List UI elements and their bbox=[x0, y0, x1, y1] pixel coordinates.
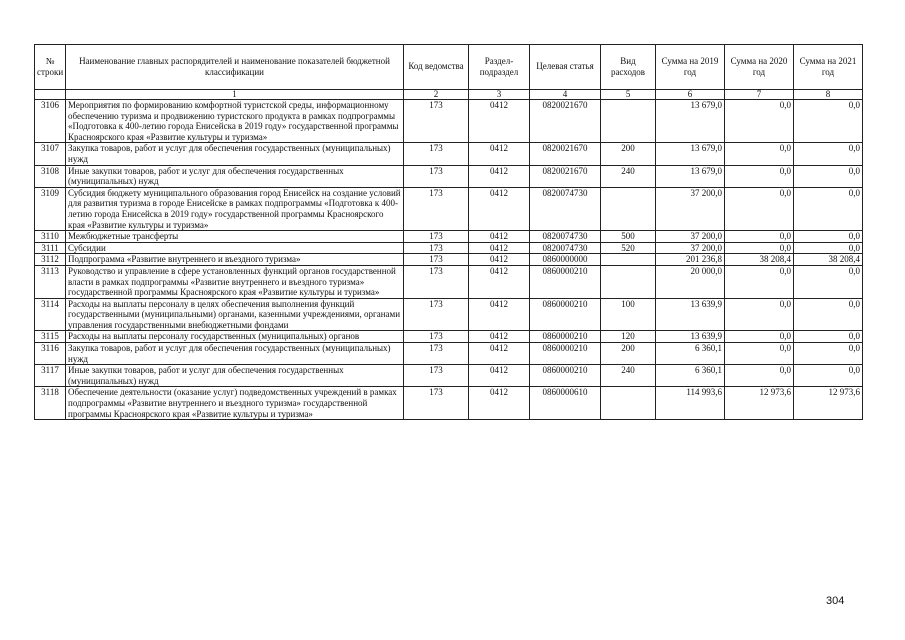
row-number: 3114 bbox=[35, 298, 66, 331]
table-row bbox=[35, 187, 863, 230]
row-number: 3106 bbox=[35, 100, 66, 143]
row-section: 0412 bbox=[469, 254, 530, 266]
header-exp-type: Вид расходов bbox=[601, 45, 656, 90]
row-sum-2019: 201 236,8 bbox=[656, 254, 725, 266]
row-sum-2021: 0,0 bbox=[794, 187, 863, 230]
row-number: 3108 bbox=[35, 165, 66, 187]
row-name: Мероприятия по формированию комфортной туристской среды, информационному обеспечению туризма и продвижению туристского продукта в рамках подпрограммы «Подготовка к 400-летию города Енисейска в 2019 году» государственной программы Красноярского края «Развитие культуры и туризма» bbox=[66, 100, 404, 143]
row-section: 0412 bbox=[469, 331, 530, 343]
table-row bbox=[35, 365, 863, 387]
row-exp-type: 500 bbox=[601, 231, 656, 243]
row-section: 0412 bbox=[469, 231, 530, 243]
row-target: 0860000210 bbox=[530, 343, 601, 365]
column-number: 5 bbox=[601, 90, 656, 100]
row-sum-2020: 0,0 bbox=[725, 365, 794, 387]
row-exp-type: 100 bbox=[601, 298, 656, 331]
row-number: 3110 bbox=[35, 231, 66, 243]
row-dept-code: 173 bbox=[404, 365, 469, 387]
row-sum-2020: 0,0 bbox=[725, 100, 794, 143]
row-sum-2020: 0,0 bbox=[725, 343, 794, 365]
row-sum-2020: 0,0 bbox=[725, 331, 794, 343]
column-number: 7 bbox=[725, 90, 794, 100]
row-target: 0820074730 bbox=[530, 242, 601, 254]
row-target: 0820021670 bbox=[530, 165, 601, 187]
row-sum-2021: 0,0 bbox=[794, 143, 863, 165]
row-section: 0412 bbox=[469, 265, 530, 298]
row-exp-type: 520 bbox=[601, 242, 656, 254]
table-row bbox=[35, 231, 863, 243]
row-sum-2020: 38 208,4 bbox=[725, 254, 794, 266]
row-name: Субсидии bbox=[66, 242, 404, 254]
row-section: 0412 bbox=[469, 100, 530, 143]
row-section: 0412 bbox=[469, 242, 530, 254]
row-sum-2021: 0,0 bbox=[794, 100, 863, 143]
row-sum-2020: 0,0 bbox=[725, 298, 794, 331]
row-target: 0860000210 bbox=[530, 265, 601, 298]
column-number: 4 bbox=[530, 90, 601, 100]
row-sum-2021: 0,0 bbox=[794, 343, 863, 365]
header-target: Целевая статья bbox=[530, 45, 601, 90]
row-sum-2021: 0,0 bbox=[794, 265, 863, 298]
row-target: 0820074730 bbox=[530, 187, 601, 230]
row-sum-2020: 0,0 bbox=[725, 242, 794, 254]
column-number: 2 bbox=[404, 90, 469, 100]
row-section: 0412 bbox=[469, 165, 530, 187]
column-number: 1 bbox=[66, 90, 404, 100]
row-name: Закупка товаров, работ и услуг для обеспечения государственных (муниципальных) нужд bbox=[66, 143, 404, 165]
row-section: 0412 bbox=[469, 343, 530, 365]
row-sum-2020: 0,0 bbox=[725, 265, 794, 298]
table-row bbox=[35, 100, 863, 143]
row-dept-code: 173 bbox=[404, 265, 469, 298]
row-number: 3118 bbox=[35, 387, 66, 420]
row-sum-2019: 13 679,0 bbox=[656, 100, 725, 143]
row-section: 0412 bbox=[469, 365, 530, 387]
column-number: 8 bbox=[794, 90, 863, 100]
row-section: 0412 bbox=[469, 187, 530, 230]
header-sum-2019: Сумма на 2019 год bbox=[656, 45, 725, 90]
row-dept-code: 173 bbox=[404, 343, 469, 365]
table-row bbox=[35, 265, 863, 298]
table-row bbox=[35, 165, 863, 187]
row-exp-type bbox=[601, 387, 656, 420]
row-exp-type: 240 bbox=[601, 165, 656, 187]
row-sum-2021: 0,0 bbox=[794, 331, 863, 343]
header-dept-code: Код ведомства bbox=[404, 45, 469, 90]
row-target: 0820021670 bbox=[530, 100, 601, 143]
row-target: 0860000210 bbox=[530, 298, 601, 331]
row-sum-2020: 0,0 bbox=[725, 143, 794, 165]
column-numbers-row bbox=[35, 90, 863, 100]
row-sum-2019: 114 993,6 bbox=[656, 387, 725, 420]
row-name: Подпрограмма «Развитие внутреннего и въездного туризма» bbox=[66, 254, 404, 266]
row-sum-2019: 37 200,0 bbox=[656, 231, 725, 243]
row-sum-2021: 0,0 bbox=[794, 298, 863, 331]
row-name: Межбюджетные трансферты bbox=[66, 231, 404, 243]
row-number: 3109 bbox=[35, 187, 66, 230]
table-row bbox=[35, 331, 863, 343]
row-sum-2021: 0,0 bbox=[794, 365, 863, 387]
table-row bbox=[35, 254, 863, 266]
row-name: Субсидия бюджету муниципального образования город Енисейск на создание условий для развития туризма в городе Енисейске в рамках подпрограммы «Подготовка к 400-летию города Енисейска в 2019 году» государственной программы Красноярского края «Развитие культуры и туризма» bbox=[66, 187, 404, 230]
row-sum-2019: 6 360,1 bbox=[656, 365, 725, 387]
table-body bbox=[35, 100, 863, 420]
row-sum-2019: 13 679,0 bbox=[656, 143, 725, 165]
row-sum-2021: 0,0 bbox=[794, 231, 863, 243]
row-sum-2019: 6 360,1 bbox=[656, 343, 725, 365]
row-sum-2019: 20 000,0 bbox=[656, 265, 725, 298]
page-number: 304 bbox=[826, 595, 845, 607]
row-target: 0860000610 bbox=[530, 387, 601, 420]
row-sum-2019: 13 679,0 bbox=[656, 165, 725, 187]
row-name: Расходы на выплаты персоналу в целях обеспечения выполнения функций государственными (муниципальными) органами, казенными учреждениями, органами управления государственными внебюджетными фондами bbox=[66, 298, 404, 331]
row-exp-type bbox=[601, 254, 656, 266]
row-dept-code: 173 bbox=[404, 387, 469, 420]
row-target: 0860000210 bbox=[530, 365, 601, 387]
row-dept-code: 173 bbox=[404, 143, 469, 165]
row-number: 3111 bbox=[35, 242, 66, 254]
row-dept-code: 173 bbox=[404, 254, 469, 266]
row-dept-code: 173 bbox=[404, 331, 469, 343]
table-row bbox=[35, 343, 863, 365]
row-sum-2019: 13 639,9 bbox=[656, 331, 725, 343]
row-section: 0412 bbox=[469, 387, 530, 420]
row-exp-type bbox=[601, 265, 656, 298]
row-number: 3117 bbox=[35, 365, 66, 387]
table-row bbox=[35, 387, 863, 420]
budget-table bbox=[34, 44, 863, 420]
row-dept-code: 173 bbox=[404, 231, 469, 243]
row-name: Обеспечение деятельности (оказание услуг) подведомственных учреждений в рамках подпрограммы «Развитие внутреннего и въездного туризма» государственной программы Красноярского края «Развитие культуры и туризма» bbox=[66, 387, 404, 420]
row-sum-2019: 37 200,0 bbox=[656, 187, 725, 230]
header-row-no: № строки bbox=[35, 45, 66, 90]
row-exp-type bbox=[601, 187, 656, 230]
header-section: Раздел-подраздел bbox=[469, 45, 530, 90]
row-dept-code: 173 bbox=[404, 165, 469, 187]
column-number: 6 bbox=[656, 90, 725, 100]
row-target: 0820021670 bbox=[530, 143, 601, 165]
row-name: Закупка товаров, работ и услуг для обеспечения государственных (муниципальных) нужд bbox=[66, 343, 404, 365]
row-target: 0860000000 bbox=[530, 254, 601, 266]
row-sum-2021: 38 208,4 bbox=[794, 254, 863, 266]
table-row bbox=[35, 143, 863, 165]
row-sum-2020: 0,0 bbox=[725, 231, 794, 243]
row-sum-2020: 0,0 bbox=[725, 165, 794, 187]
row-name: Иные закупки товаров, работ и услуг для обеспечения государственных (муниципальных) нужд bbox=[66, 365, 404, 387]
header-sum-2021: Сумма на 2021 год bbox=[794, 45, 863, 90]
row-sum-2019: 13 639,9 bbox=[656, 298, 725, 331]
row-sum-2020: 12 973,6 bbox=[725, 387, 794, 420]
row-section: 0412 bbox=[469, 298, 530, 331]
row-exp-type: 200 bbox=[601, 143, 656, 165]
row-name: Руководство и управление в сфере установленных функций органов государственной власти в рамках подпрограммы «Развитие внутреннего и въездного туризма» государственной программы Красноярского края «Развитие культуры и туризма» bbox=[66, 265, 404, 298]
table-header-row bbox=[35, 45, 863, 90]
row-target: 0860000210 bbox=[530, 331, 601, 343]
row-sum-2021: 12 973,6 bbox=[794, 387, 863, 420]
row-name: Иные закупки товаров, работ и услуг для обеспечения государственных (муниципальных) нужд bbox=[66, 165, 404, 187]
column-number bbox=[35, 90, 66, 100]
row-exp-type: 120 bbox=[601, 331, 656, 343]
row-name: Расходы на выплаты персоналу государственных (муниципальных) органов bbox=[66, 331, 404, 343]
row-section: 0412 bbox=[469, 143, 530, 165]
row-exp-type: 240 bbox=[601, 365, 656, 387]
header-sum-2020: Сумма на 2020 год bbox=[725, 45, 794, 90]
row-number: 3113 bbox=[35, 265, 66, 298]
row-dept-code: 173 bbox=[404, 298, 469, 331]
row-number: 3112 bbox=[35, 254, 66, 266]
row-sum-2021: 0,0 bbox=[794, 165, 863, 187]
row-sum-2019: 37 200,0 bbox=[656, 242, 725, 254]
row-sum-2020: 0,0 bbox=[725, 187, 794, 230]
row-sum-2021: 0,0 bbox=[794, 242, 863, 254]
column-number: 3 bbox=[469, 90, 530, 100]
row-dept-code: 173 bbox=[404, 187, 469, 230]
row-number: 3115 bbox=[35, 331, 66, 343]
row-target: 0820074730 bbox=[530, 231, 601, 243]
row-dept-code: 173 bbox=[404, 100, 469, 143]
row-exp-type: 200 bbox=[601, 343, 656, 365]
row-exp-type bbox=[601, 100, 656, 143]
header-name: Наименование главных распорядителей и наименование показателей бюджетной классификации bbox=[66, 45, 404, 90]
table-row bbox=[35, 242, 863, 254]
row-number: 3107 bbox=[35, 143, 66, 165]
row-dept-code: 173 bbox=[404, 242, 469, 254]
row-number: 3116 bbox=[35, 343, 66, 365]
table-row bbox=[35, 298, 863, 331]
